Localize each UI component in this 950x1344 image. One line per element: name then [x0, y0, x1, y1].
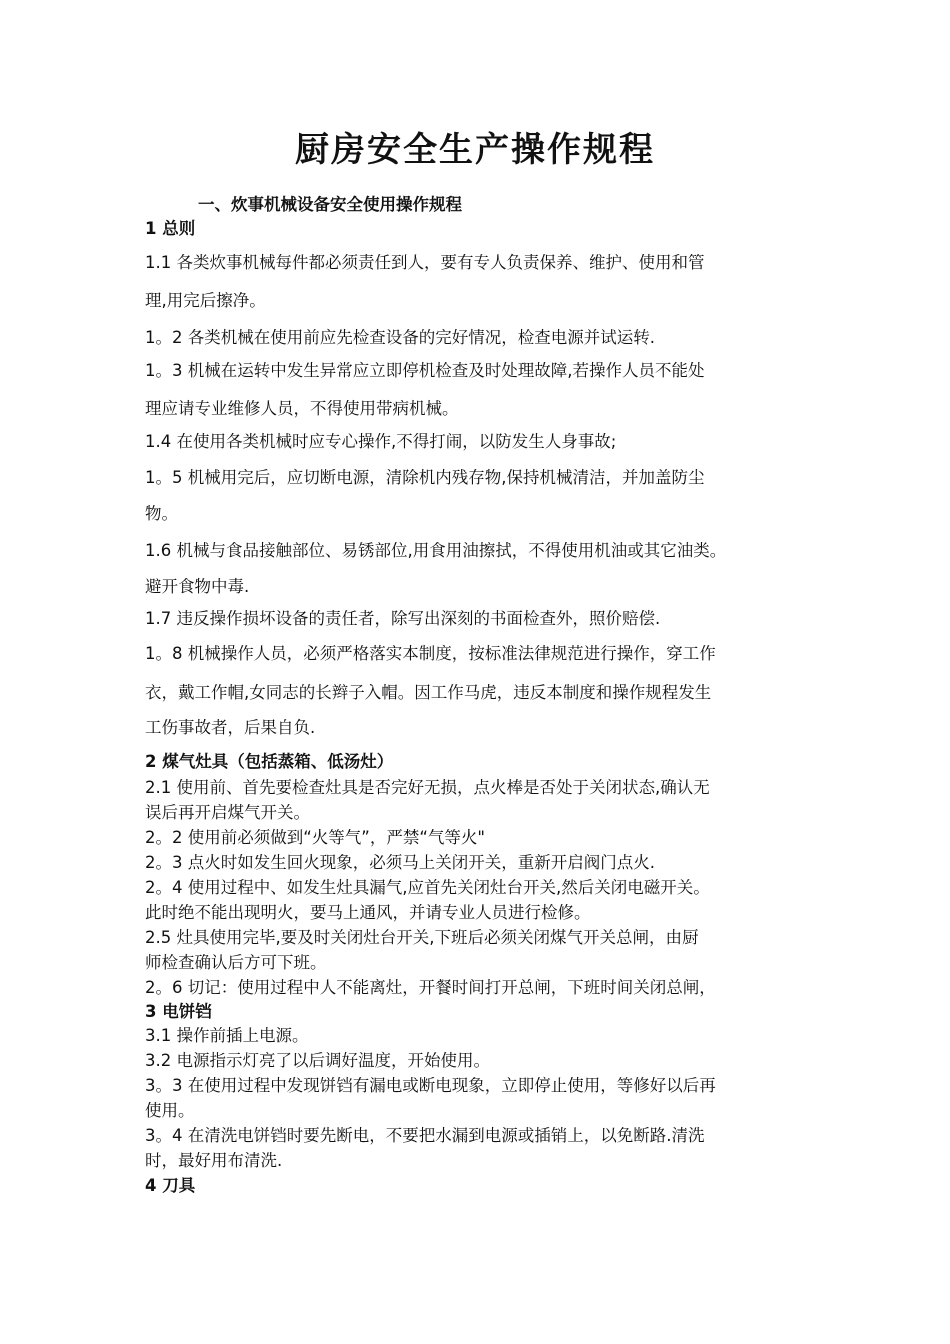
paragraph-line: 1。8 机械操作人员，必须严格落实本制度，按标准法律规范进行操作，穿工作	[145, 644, 716, 663]
paragraph-line: 避开食物中毒.	[145, 577, 250, 596]
section-1-heading: 一、炊事机械设备安全使用操作规程	[198, 195, 462, 214]
paragraph-line: 师检查确认后方可下班。	[145, 953, 327, 972]
page-title: 厨房安全生产操作规程	[295, 130, 655, 170]
section-2-heading: 2 煤气灶具（包括蒸箱、低汤灶）	[145, 752, 394, 771]
paragraph-line: 时，最好用布清洗.	[145, 1151, 283, 1170]
paragraph-line: 2。3 点火时如发生回火现象，必须马上关闭开关，重新开启阀门点火.	[145, 853, 655, 872]
section-4-heading: 4 刀具	[145, 1176, 196, 1195]
paragraph-line: 1。5 机械用完后，应切断电源，清除机内残存物,保持机械清洁，并加盖防尘	[145, 468, 705, 487]
paragraph-line: 物。	[145, 504, 178, 523]
paragraph-line: 1.1 各类炊事机械每件都必须责任到人，要有专人负责保养、维护、使用和管	[145, 253, 705, 272]
paragraph-line: 2.5 灶具使用完毕,要及时关闭灶台开关,下班后必须关闭煤气开关总闸，由厨	[145, 928, 699, 947]
section-3-heading: 3 电饼铛	[145, 1002, 212, 1021]
paragraph-line: 衣，戴工作帽,女同志的长辫子入帽。因工作马虎，违反本制度和操作规程发生	[145, 683, 712, 702]
paragraph-line: 2。4 使用过程中、如发生灶具漏气,应首先关闭灶台开关,然后关闭电磁开关。	[145, 878, 710, 897]
paragraph-line: 工伤事故者，后果自负.	[145, 718, 316, 737]
paragraph-line: 理,用完后擦净。	[145, 291, 266, 310]
paragraph-line: 3.2 电源指示灯亮了以后调好温度，开始使用。	[145, 1051, 490, 1070]
paragraph-line: 3。4 在清洗电饼铛时要先断电，不要把水漏到电源或插销上，以免断路.清洗	[145, 1126, 705, 1145]
paragraph-line: 3.1 操作前插上电源。	[145, 1026, 309, 1045]
paragraph-line: 2。2 使用前必须做到“火等气”，严禁“气等火"	[145, 828, 485, 847]
paragraph-line: 此时绝不能出现明火，要马上通风，并请专业人员进行检修。	[145, 903, 591, 922]
paragraph-line: 1。3 机械在运转中发生异常应立即停机检查及时处理故障,若操作人员不能处	[145, 361, 705, 380]
paragraph-line: 1.6 机械与食品接触部位、易锈部位,用食用油擦拭，不得使用机油或其它油类。	[145, 541, 727, 560]
paragraph-line: 1。2 各类机械在使用前应先检查设备的完好情况，检查电源并试运转.	[145, 328, 655, 347]
subsection-general-heading: 1 总则	[145, 219, 196, 238]
paragraph-line: 3。3 在使用过程中发现饼铛有漏电或断电现象，立即停止使用，等修好以后再	[145, 1076, 716, 1095]
paragraph-line: 2。6 切记：使用过程中人不能离灶，开餐时间打开总闸，下班时间关闭总闸，	[145, 978, 716, 997]
paragraph-line: 使用。	[145, 1101, 195, 1120]
paragraph-line: 1.4 在使用各类机械时应专心操作,不得打闹，以防发生人身事故;	[145, 432, 617, 451]
paragraph-line: 2.1 使用前、首先要检查灶具是否完好无损，点火棒是否处于关闭状态,确认无	[145, 778, 710, 797]
paragraph-line: 1.7 违反操作损坏设备的责任者，除写出深刻的书面检查外，照价赔偿.	[145, 609, 661, 628]
paragraph-line: 理应请专业维修人员，不得使用带病机械。	[145, 399, 459, 418]
paragraph-line: 误后再开启煤气开关。	[145, 803, 310, 822]
